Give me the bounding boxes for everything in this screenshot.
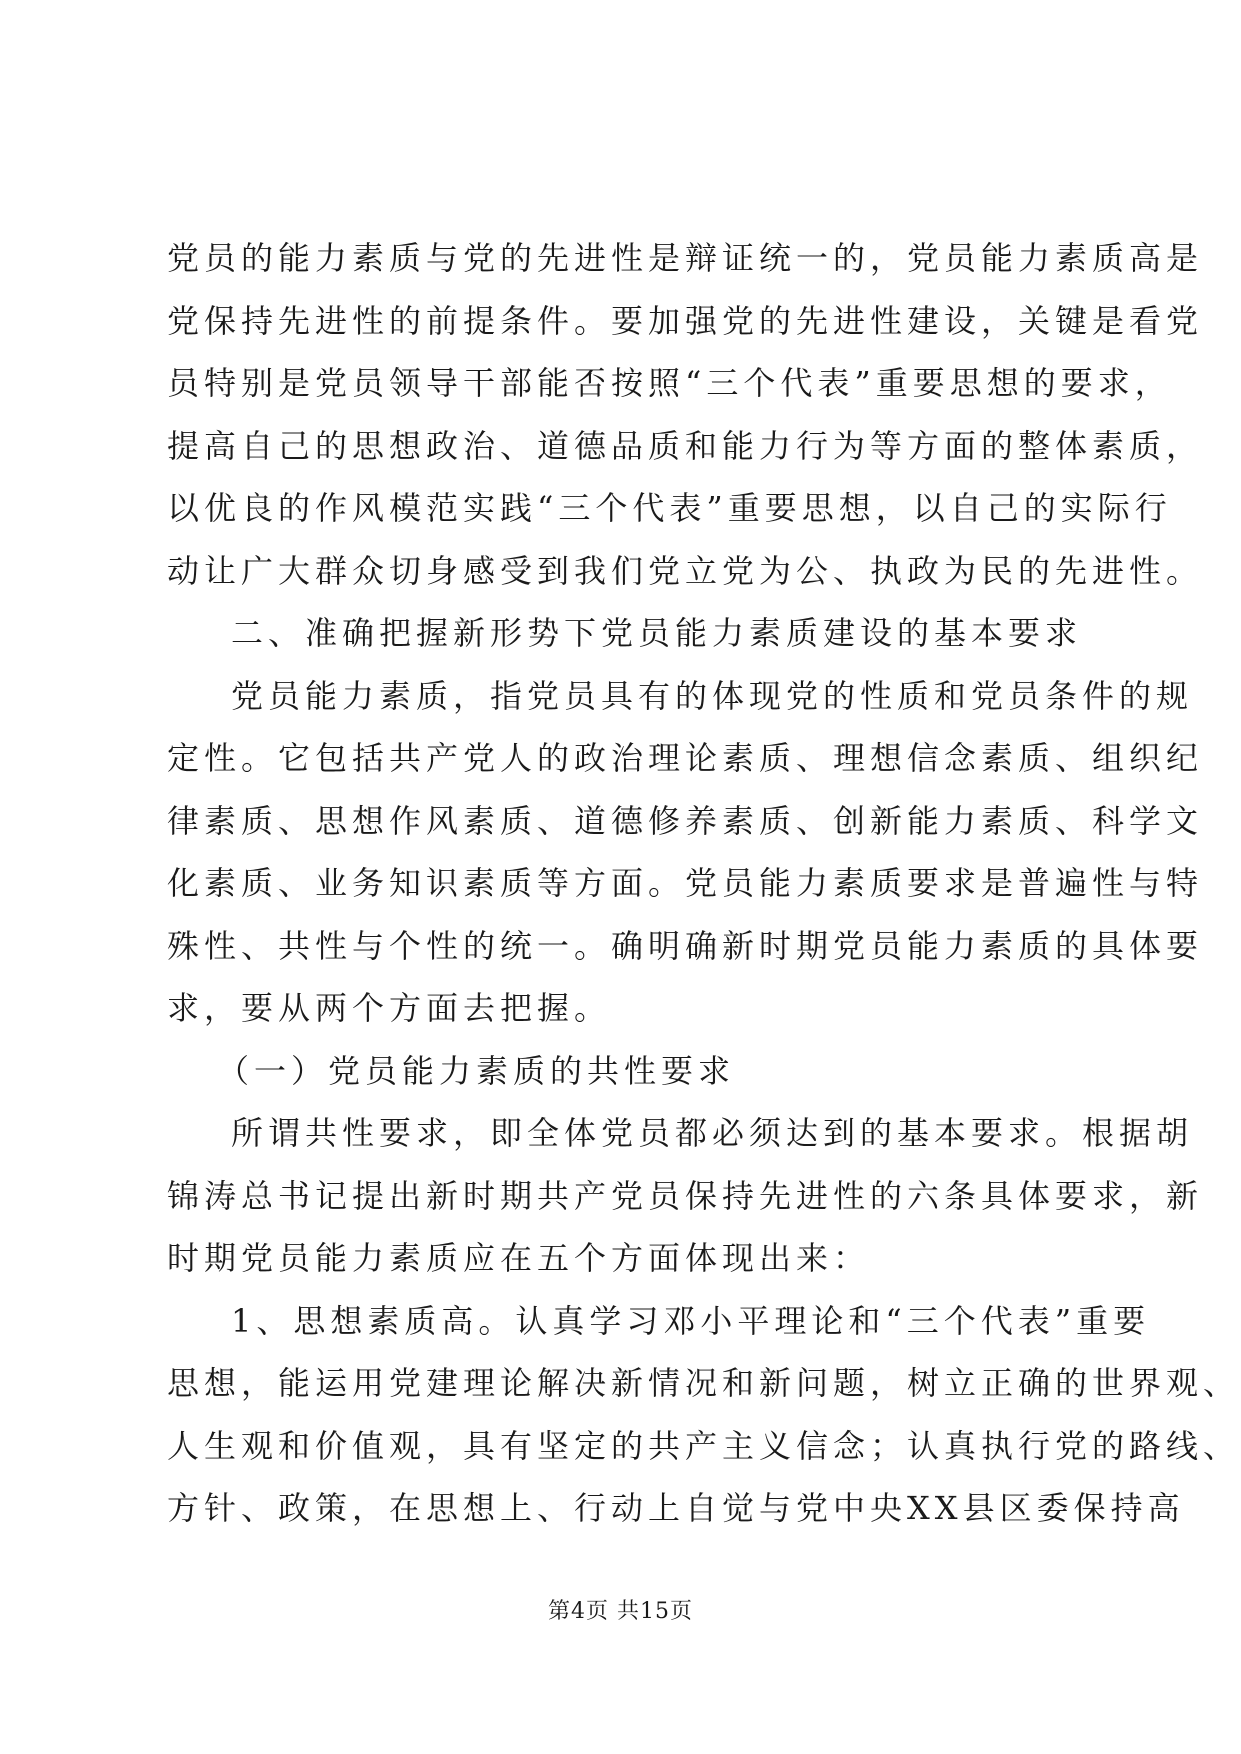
text-line: 党保持先进性的前提条件。要加强党的先进性建设，关键是看党 bbox=[167, 301, 1204, 340]
text-line: 锦涛总书记提出新时期共产党员保持先进性的六条具体要求，新 bbox=[167, 1176, 1204, 1215]
text-line: 化素质、业务知识素质等方面。党员能力素质要求是普遍性与特 bbox=[167, 864, 1204, 902]
text-line: 定性。它包括共产党人的政治理论素质、理想信念素质、组织纪 bbox=[167, 739, 1204, 777]
text-line: 以优良的作风模范实践“三个代表”重要思想，以自己的实际行 bbox=[167, 489, 1172, 527]
text-line: 思想，能运用党建理论解决新情况和新问题，树立正确的世界观、 bbox=[167, 1364, 1241, 1402]
text-line: 人生观和价值观，具有坚定的共产主义信念；认真执行党的路线、 bbox=[167, 1426, 1241, 1465]
section-heading: 二、准确把握新形势下党员能力素质建设的基本要求 bbox=[231, 614, 1083, 652]
text-line: 1、思想素质高。认真学习邓小平理论和“三个代表”重要 bbox=[231, 1301, 1151, 1340]
text-line: 求，要从两个方面去把握。 bbox=[167, 989, 612, 1027]
text-line: 律素质、思想作风素质、道德修养素质、创新能力素质、科学文 bbox=[167, 801, 1204, 840]
text-line: 殊性、共性与个性的统一。确明确新时期党员能力素质的具体要 bbox=[167, 926, 1204, 965]
text-line: 方针、政策，在思想上、行动上自觉与党中央XX县区委保持高 bbox=[167, 1489, 1185, 1527]
document-body bbox=[167, 227, 1241, 1540]
text-line: 动让广大群众切身感受到我们党立党为公、执政为民的先进性。 bbox=[167, 551, 1204, 590]
text-line: 党员的能力素质与党的先进性是辩证统一的，党员能力素质高是 bbox=[167, 239, 1204, 277]
subsection-heading: （一）党员能力素质的共性要求 bbox=[217, 1051, 736, 1090]
text-line: 员特别是党员领导干部能否按照“三个代表”重要思想的要求， bbox=[167, 364, 1172, 402]
text-line: 所谓共性要求，即全体党员都必须达到的基本要求。根据胡 bbox=[231, 1114, 1194, 1152]
text-line: 时期党员能力素质应在五个方面体现出来： bbox=[167, 1239, 871, 1277]
page-number-footer: 第4页 共15页 bbox=[548, 1599, 693, 1624]
text-line: 党员能力素质，指党员具有的体现党的性质和党员条件的规 bbox=[231, 676, 1194, 715]
text-line: 提高自己的思想政治、道德品质和能力行为等方面的整体素质， bbox=[167, 426, 1204, 465]
